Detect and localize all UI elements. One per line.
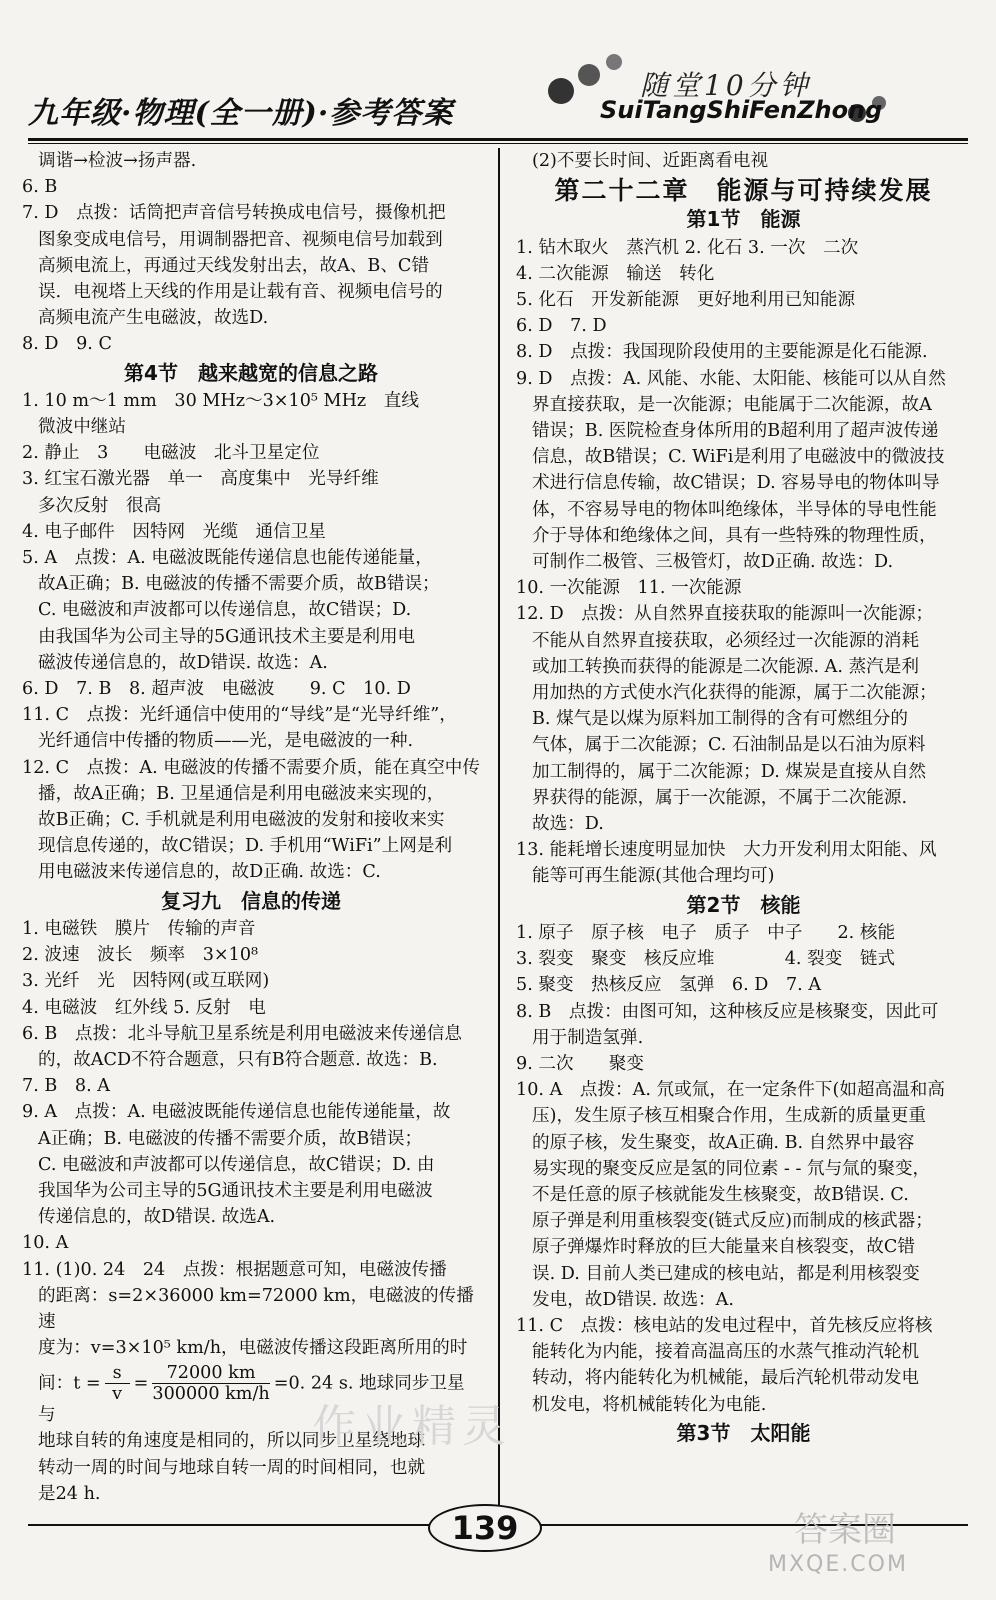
answer-line: 压)，发生原子核互相聚合作用，生成新的质量更重 <box>532 1106 926 1127</box>
answer-line: 信息，故B错误；C. WiFi是利用了电磁波中的微波技 <box>532 447 945 468</box>
answer-line: 10. A 点拨：A. 氘或氚，在一定条件下(如超高温和高 <box>516 1080 945 1101</box>
answer-line: 由我国华为公司主导的5G通讯技术主要是利用电 <box>38 626 416 647</box>
answer-line: 播，故A正确；B. 卫星通信是利用电磁波来实现的， <box>38 783 445 804</box>
page-number: 139 <box>428 1504 542 1552</box>
answer-line: 13. 能耗增长速度明显加快 大力开发利用太阳能、风 <box>516 840 937 861</box>
answer-line: 12. D 点拨：从自然界直接获取的能源叫一次能源； <box>516 604 934 625</box>
answer-line: 界获得的能源，属于一次能源，不属于二次能源. <box>532 787 908 808</box>
answer-line: 度为：v=3×10⁵ km/h，电磁波传播这段距离所用的时 <box>38 1338 468 1359</box>
left-column <box>22 148 480 1507</box>
decor-dot <box>548 78 574 104</box>
answer-line: 4. 二次能源 输送 转化 <box>516 263 715 284</box>
answer-line: 故B正确；C. 手机就是利用电磁波的发射和接收来实 <box>38 810 445 831</box>
answer-line: 用于制造氢弹. <box>532 1027 644 1048</box>
section-heading: 第1节 能源 <box>686 207 801 232</box>
answer-line: 我国华为公司主导的5G通讯技术主要是利用电磁波 <box>38 1180 433 1201</box>
section-heading: 第4节 越来越宽的信息之路 <box>124 360 378 385</box>
answer-line: 故A正确；B. 电磁波的传播不需要介质，故B错误； <box>38 574 440 595</box>
answer-line: 磁波传递信息的，故D错误. 故选：A. <box>38 652 328 673</box>
answer-line: 转动，将内能转化为机械能，最后汽轮机带动发电 <box>532 1368 920 1389</box>
answer-line: 误．电视塔上天线的作用是让载有音、视频电信号的 <box>38 282 443 303</box>
answer-line: 图象变成电信号，用调制器把音、视频电信号加载到 <box>38 229 443 250</box>
answer-line: 错误；B. 医院检查身体所用的B超利用了超声波传递 <box>532 421 939 442</box>
answer-line: 加工制得的，属于二次能源；D. 煤炭是直接从自然 <box>532 761 927 782</box>
answer-line: 9. 二次 聚变 <box>516 1053 644 1074</box>
answer-line: 用电磁波来传递信息的，故D正确. 故选：C. <box>38 862 381 883</box>
answer-line: 界直接获取，是一次能源；电能属于二次能源，故A <box>532 394 932 415</box>
answer-line: 调谐→检波→扬声器. <box>38 151 197 171</box>
answer-line: 2. 波速 波长 频率 3×10⁸ <box>22 945 259 966</box>
header-title: 九年级·物理(全一册)·参考答案 <box>28 96 454 131</box>
answer-line: A正确；B. 电磁波的传播不需要介质，故B错误； <box>38 1128 423 1149</box>
answer-line: 用加热的方式使水汽化获得的能源，属于二次能源； <box>532 683 937 704</box>
answer-line: 高频电流产生电磁波，故选D. <box>38 308 269 329</box>
answer-line: 11. (1)0. 24 24 点拨：根据题意可知，电磁波传播 <box>22 1259 447 1280</box>
answer-line: 或加工转换而获得的能源是二次能源. A. 蒸汽是利 <box>532 656 919 677</box>
answer-line: 4. 电磁波 红外线 5. 反射 电 <box>22 997 266 1018</box>
answer-line: 6. B <box>22 177 58 198</box>
brand-pinyin: SuiTangShiFenZhong <box>600 96 883 124</box>
answer-line: 能等可再生能源(其他合理均可) <box>532 866 775 887</box>
answer-line: 误. D. 目前人类已建成的核电站，都是利用核裂变 <box>532 1263 920 1284</box>
answer-line: 不能从自然界直接获取，必须经过一次能源的消耗 <box>532 630 920 651</box>
answer-line: 1. 钻木取火 蒸汽机 2. 化石 3. 一次 二次 <box>516 237 859 258</box>
answer-line: 9. D 点拨：A. 风能、水能、太阳能、核能可以从自然 <box>516 368 946 389</box>
watermark-center: 作业精灵 <box>312 1401 512 1452</box>
answer-line: 地球自转的角速度是相同的，所以同步卫星绕地球 <box>38 1431 426 1452</box>
answer-line: 体，不容易导电的物体叫绝缘体，半导体的导电性能 <box>532 499 937 520</box>
formula-pre: 间：t = <box>38 1373 101 1394</box>
answer-line: 3. 光纤 光 因特网(或互联网) <box>22 971 270 992</box>
answer-line: 6. D 7. D <box>516 316 607 337</box>
fraction-denominator: 300000 km/h <box>152 1384 270 1405</box>
answer-line: 1. 10 m～1 mm 30 MHz～3×10⁵ MHz 直线 <box>22 390 419 411</box>
answer-line: 11. C 点拨：光纤通信中使用的“导线”是“光导纤维”， <box>22 705 457 726</box>
answer-line: 1. 电磁铁 膜片 传输的声音 <box>22 918 256 939</box>
answer-line: 6. B 点拨：北斗导航卫星系统是利用电磁波来传递信息 <box>22 1023 462 1044</box>
answer-line: 5. 聚变 热核反应 氢弹 6. D 7. A <box>516 975 822 996</box>
answer-line: 3. 红宝石激光器 单一 高度集中 光导纤维 <box>22 469 379 490</box>
chapter-heading: 第二十二章 能源与可持续发展 <box>554 176 933 206</box>
answer-line: 原子弹爆炸时释放的巨大能量来自核裂变，故C错 <box>532 1237 915 1258</box>
answer-line: 3. 裂变 聚变 核反应堆 4. 裂变 链式 <box>516 949 896 970</box>
answer-line: 4. 电子邮件 因特网 光缆 通信卫星 <box>22 521 326 542</box>
answer-line: 8. D 9. C <box>22 334 112 355</box>
answer-line: 11. C 点拨：核电站的发电过程中，首先核反应将核 <box>516 1315 933 1336</box>
answer-line: 的距离：s=2×36000 km=72000 km，电磁波的传播速 <box>38 1285 474 1332</box>
fraction-denominator: v <box>112 1384 123 1405</box>
brand-chinese: 随堂10分钟 <box>640 69 812 102</box>
answer-line: 传递信息的，故D错误. 故选A. <box>38 1207 276 1228</box>
answer-line: 微波中继站 <box>38 417 126 438</box>
answer-line: 转动一周的时间与地球自转一周的时间相同，也就 <box>38 1457 426 1478</box>
section-heading: 第3节 太阳能 <box>676 1420 811 1445</box>
formula-post: =0. 24 s. 地球同步卫星与 <box>38 1373 465 1426</box>
fraction-s-over-v <box>105 1363 130 1404</box>
answer-line: 光纤通信中传播的物质——光，是电磁波的一种. <box>38 731 414 752</box>
formula-eq: = <box>133 1373 149 1394</box>
answer-line: 6. D 7. B 8. 超声波 电磁波 9. C 10. D <box>22 679 411 700</box>
answer-line: 介于导体和绝缘体之间，具有一些特殊的物理性质， <box>532 525 937 546</box>
column-divider <box>498 148 500 1510</box>
decor-dot <box>578 64 600 86</box>
answer-line: 12. C 点拨：A. 电磁波的传播不需要介质，能在真空中传 <box>22 757 480 778</box>
section-heading: 复习九 信息的传递 <box>161 888 341 913</box>
answer-line: 气体，属于二次能源；C. 石油制品是以石油为原料 <box>532 735 926 756</box>
fraction-numerator: 72000 km <box>152 1363 269 1384</box>
answer-line: (2)不要长时间、近距离看电视 <box>532 151 769 171</box>
decor-dot <box>606 54 622 70</box>
answer-line: 高频电流上，再通过天线发射出去，故A、B、C错 <box>38 255 429 276</box>
answer-line: 机发电，将机械能转化为电能. <box>532 1394 767 1415</box>
answer-line: 5. A 点拨：A. 电磁波既能传递信息也能传递能量， <box>22 548 433 569</box>
answer-line: 10. A <box>22 1233 69 1254</box>
answer-line: 7. B 8. A <box>22 1076 110 1097</box>
answer-line: 故选：D. <box>532 814 604 835</box>
page-header <box>0 0 996 160</box>
answer-line: 8. D 点拨：我国现阶段使用的主要能源是化石能源. <box>516 342 928 363</box>
header-rule-thin <box>28 143 968 144</box>
answer-line: 多次反射 很高 <box>38 495 162 516</box>
answer-line: 9. A 点拨：A. 电磁波既能传递信息也能传递能量，故 <box>22 1102 451 1123</box>
answer-line: C. 电磁波和声波都可以传递信息，故C错误；D. 由 <box>38 1154 435 1175</box>
answer-line: 易实现的聚变反应是氢的同位素 - - 氘与氚的聚变， <box>532 1158 931 1179</box>
answer-line: 发电，故D错误. 故选：A. <box>532 1289 734 1310</box>
section-heading: 第2节 核能 <box>686 892 801 917</box>
answer-line: 原子弹是利用重核裂变(链式反应)而制成的核武器； <box>532 1211 933 1232</box>
answer-line: 2. 静止 3 电磁波 北斗卫星定位 <box>22 443 320 464</box>
answer-line: 不是任意的原子核就能发生核聚变，故B错误. C. <box>532 1184 909 1205</box>
fraction-numerator: s <box>105 1363 130 1384</box>
answer-line: 5. 化石 开发新能源 更好地利用已知能源 <box>516 290 856 311</box>
answer-line: 的，故ACD不符合题意，只有B符合题意. 故选：B. <box>38 1049 438 1070</box>
answer-line: 能转化为内能，接着高温高压的水蒸气推动汽轮机 <box>532 1342 920 1363</box>
answer-line: C. 电磁波和声波都可以传递信息，故C错误；D. <box>38 600 412 621</box>
answer-line: 8. B 点拨：由图可知，这种核反应是核聚变，因此可 <box>516 1001 939 1022</box>
answer-line: B. 煤气是以煤为原料加工制得的含有可燃组分的 <box>532 709 908 730</box>
answer-line: 可制作二极管、三极管灯，故D正确. 故选：D. <box>532 552 894 573</box>
watermark-url: MXQE.COM <box>768 1552 908 1577</box>
header-rule <box>28 138 968 141</box>
answer-line: 是24 h. <box>38 1483 101 1504</box>
fraction-values <box>152 1363 269 1404</box>
answer-line: 1. 原子 原子核 电子 质子 中子 2. 核能 <box>516 922 896 943</box>
answer-line: 现信息传递的，故C错误；D. 手机用“WiFi”上网是利 <box>38 836 453 857</box>
right-column <box>516 148 971 1448</box>
watermark-logo: 答案圈 <box>794 1510 896 1550</box>
answer-line: 的原子核，发生聚变，故A正确. B. 自然界中最容 <box>532 1132 915 1153</box>
answer-line: 10. 一次能源 11. 一次能源 <box>516 578 742 599</box>
answer-line: 7. D 点拨：话筒把声音信号转换成电信号，摄像机把 <box>22 203 446 224</box>
answer-line: 术进行信息传输，故C错误；D. 容易导电的物体叫导 <box>532 473 940 494</box>
